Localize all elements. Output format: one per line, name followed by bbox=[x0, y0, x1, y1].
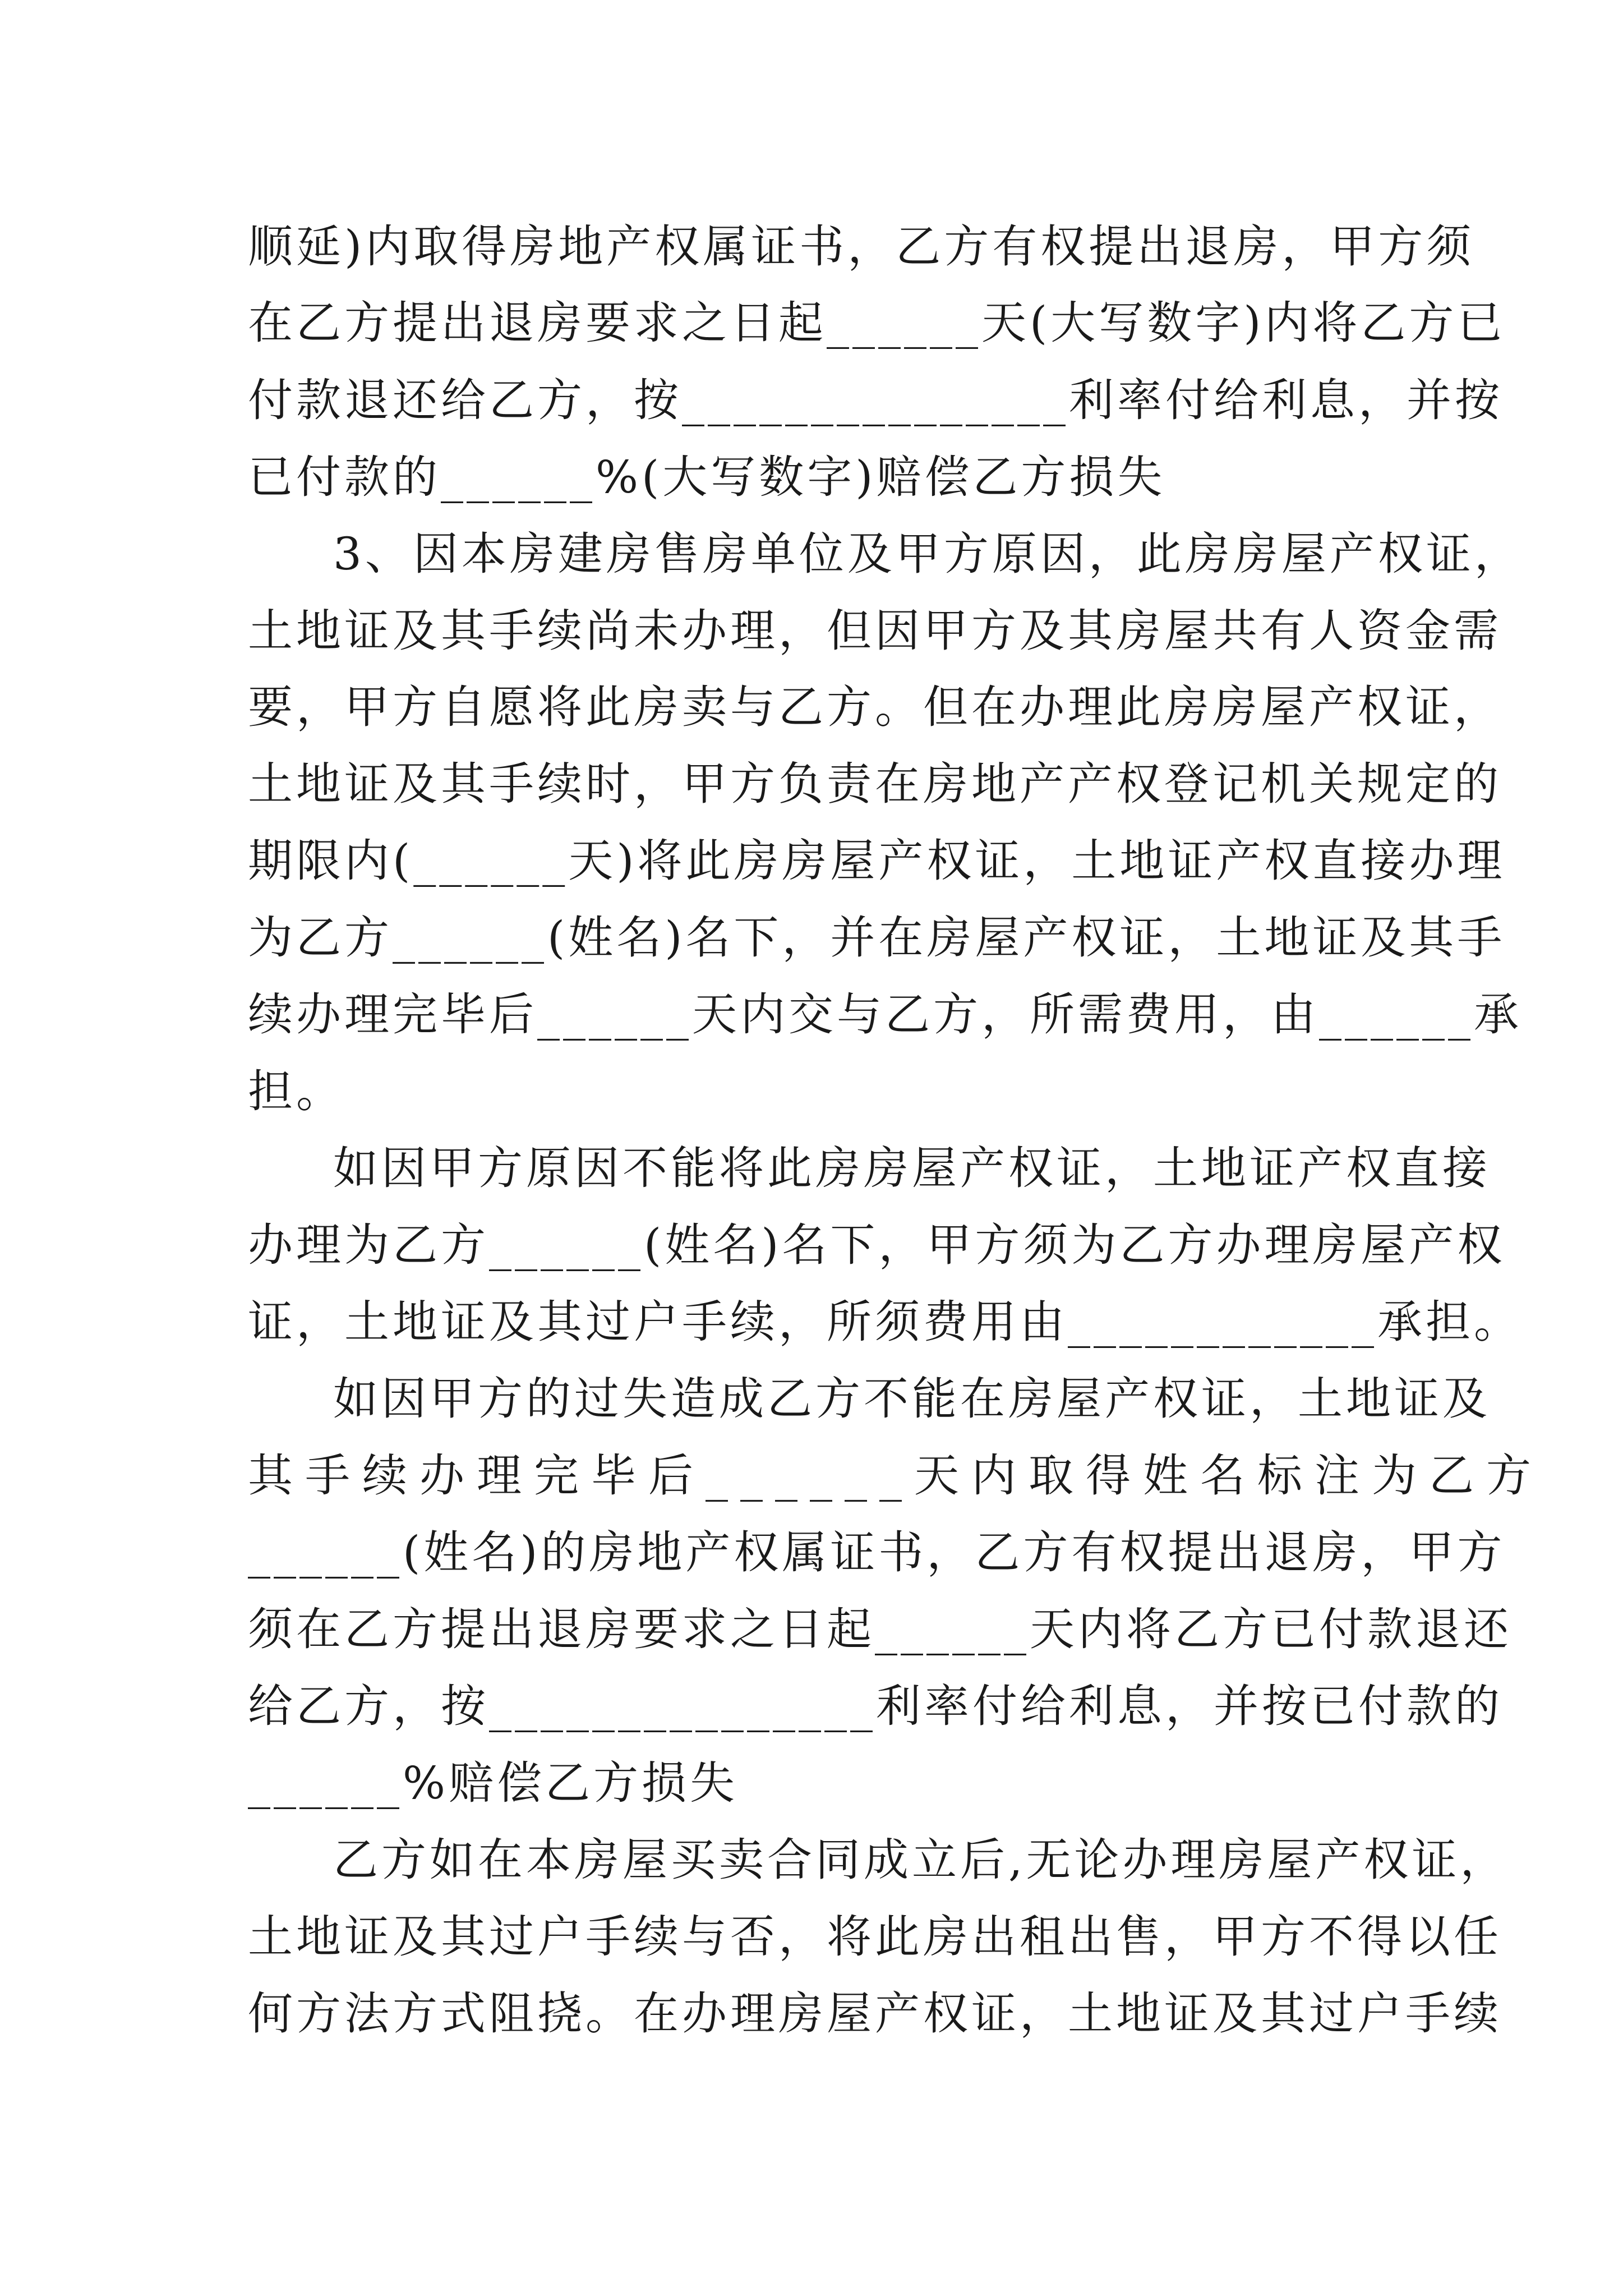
text-line: 如因甲方的过失造成乙方不能在房屋产权证，土地证及 bbox=[333, 1373, 1491, 1425]
text-line: 证，土地证及其过户手续，所须费用由____________承担。 bbox=[248, 1296, 1522, 1348]
text-line: 其手续办理完毕后______天内取得姓名标注为乙方 bbox=[248, 1450, 1543, 1502]
text-line: 土地证及其过户手续与否，将此房出租出售，甲方不得以任 bbox=[248, 1911, 1502, 1963]
text-line: 3、因本房建房售房单位及甲方原因，此房房屋产权证， bbox=[333, 528, 1523, 580]
text-line: 办理为乙方______(姓名)名下，甲方须为乙方办理房屋产权 bbox=[248, 1219, 1506, 1271]
text-line: 续办理完毕后______天内交与乙方，所需费用，由______承 bbox=[248, 988, 1522, 1041]
text-line: 乙方如在本房屋买卖合同成立后,无论办理房屋产权证， bbox=[333, 1834, 1509, 1886]
text-line: 如因甲方原因不能将此房房屋产权证，土地证产权直接 bbox=[333, 1142, 1491, 1194]
text-line: ______%赔偿乙方损失 bbox=[248, 1757, 739, 1809]
text-line: 付款退还给乙方，按_______________利率付给利息，并按 bbox=[248, 374, 1503, 426]
text-line: 何方法方式阻挠。在办理房屋产权证，土地证及其过户手续 bbox=[248, 1987, 1502, 2040]
text-line: 担。 bbox=[248, 1065, 344, 1117]
text-line: 土地证及其手续时，甲方负责在房地产产权登记机关规定的 bbox=[248, 758, 1502, 810]
text-line: 土地证及其手续尚未办理，但因甲方及其房屋共有人资金需 bbox=[248, 605, 1502, 657]
text-line: 要，甲方自愿将此房卖与乙方。但在办理此房房屋产权证， bbox=[248, 681, 1502, 733]
text-line: 须在乙方提出退房要求之日起______天内将乙方已付款退还 bbox=[248, 1603, 1512, 1655]
text-line: 在乙方提出退房要求之日起______天(大写数字)内将乙方已 bbox=[248, 297, 1506, 349]
text-line: 顺延)内取得房地产权属证书，乙方有权提出退房，甲方须 bbox=[248, 220, 1475, 273]
text-line: ______(姓名)的房地产权属证书，乙方有权提出退房，甲方 bbox=[248, 1526, 1506, 1579]
text-line: 为乙方______(姓名)名下，并在房屋产权证，土地证及其手 bbox=[248, 912, 1506, 964]
text-line: 已付款的______%(大写数字)赔偿乙方损失 bbox=[248, 451, 1166, 503]
text-line: 期限内(______天)将此房房屋产权证，土地证产权直接办理 bbox=[248, 835, 1506, 887]
text-line: 给乙方，按_______________利率付给利息，并按已付款的 bbox=[248, 1680, 1503, 1732]
